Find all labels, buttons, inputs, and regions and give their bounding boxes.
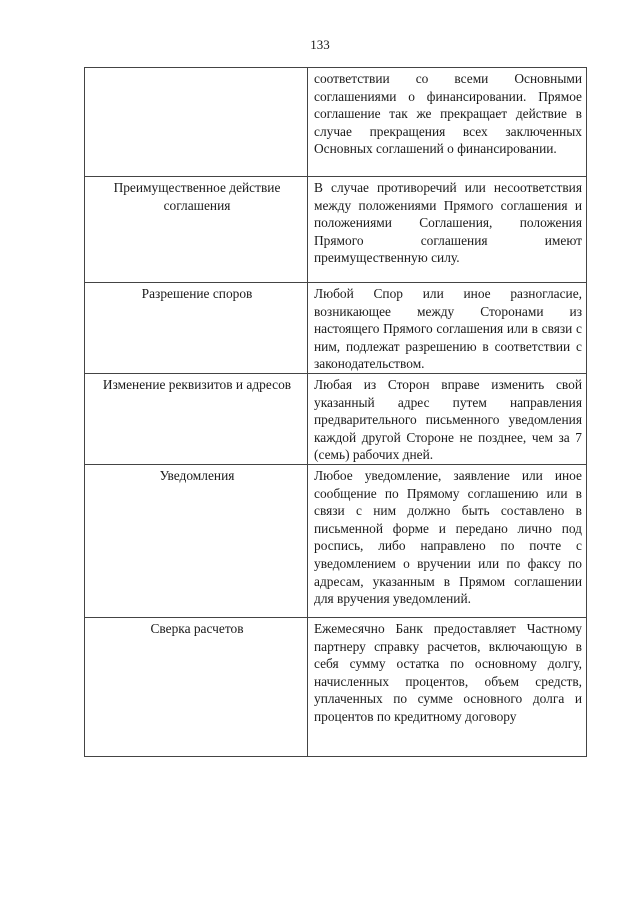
table-row <box>85 464 587 617</box>
term-name-cell: Разрешение споров <box>85 283 308 374</box>
term-name-cell: Преимущественное действие соглашения <box>85 177 308 283</box>
term-text-cell: В случае противоречий или несоответствия между положениями Прямого соглашения и положениями Соглашения, положения Прямого соглашения имеют преимущественную силу. <box>308 177 587 283</box>
agreement-terms-table <box>84 67 587 757</box>
table-row <box>85 617 587 756</box>
term-name-cell: Изменение реквизитов и адресов <box>85 373 308 464</box>
table-row <box>85 68 587 177</box>
page-number: 133 <box>310 37 330 52</box>
term-name-cell: Сверка расчетов <box>85 617 308 756</box>
term-text-cell: Любой Спор или иное разногласие, возникающее между Сторонами из настоящего Прямого соглашения или в связи с ним, подлежат разрешению в соответствии с законодательством. <box>308 283 587 374</box>
term-name-cell <box>85 68 308 177</box>
table-row <box>85 177 587 283</box>
table-row <box>85 373 587 464</box>
term-text-cell: соответствии со всеми Основными соглашениями о финансировании. Прямое соглашение так же прекращает действие в случае прекращения всех заключенных Основных соглашений о финансировании. <box>308 68 587 177</box>
term-text-cell: Любое уведомление, заявление или иное сообщение по Прямому соглашению или в связи с ним должно быть составлено в письменной форме и передано лично под роспись, либо направлено по почте с уведомлением о вручении или по факсу по адресам, указанным в Прямом соглашении для вручения уведомлений. <box>308 464 587 617</box>
term-text-cell: Ежемесячно Банк предоставляет Частному партнеру справку расчетов, включающую в себя сумму остатка по основному долгу, начисленных процентов, объем средств, уплаченных по сумме основного долга и процентов по кредитному договору <box>308 617 587 756</box>
term-text-cell: Любая из Сторон вправе изменить свой указанный адрес путем направления предварительного письменного уведомления каждой другой Стороне не позднее, чем за 7 (семь) рабочих дней. <box>308 373 587 464</box>
table-row <box>85 283 587 374</box>
term-name-cell: Уведомления <box>85 464 308 617</box>
